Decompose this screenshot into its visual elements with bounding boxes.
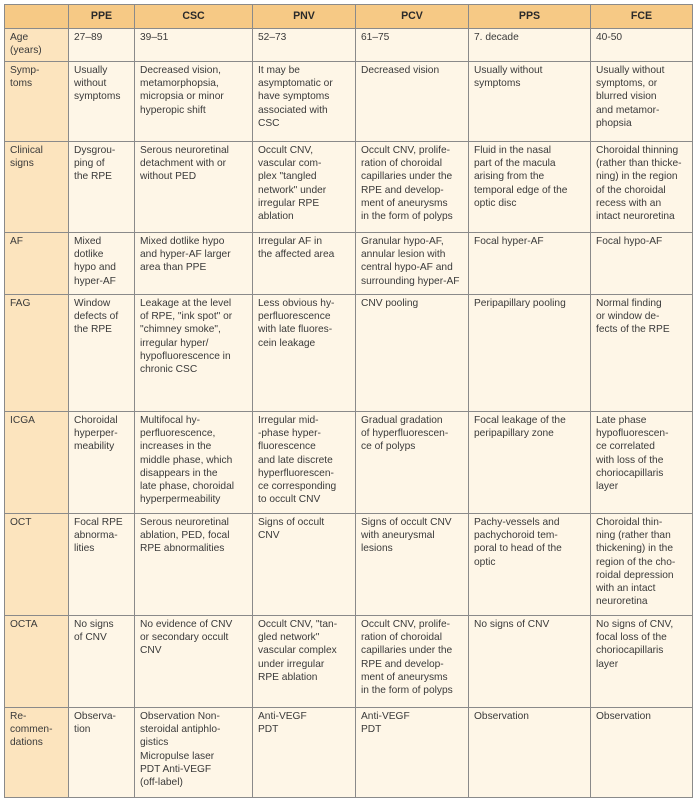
cell-clinical-fce: Choroidal thinning (rather than thicke- ning) in the region of the choroidal recess with an intact neuroretina [591, 142, 693, 233]
cell-icga-ppe: Choroidal hyperper- meability [69, 412, 135, 514]
row-af [5, 233, 693, 295]
cell-fag-pps: Peripapillary pooling [469, 295, 591, 412]
cell-af-pps: Focal hyper-AF [469, 233, 591, 295]
cell-clinical-ppe: Dysgrou- ping of the RPE [69, 142, 135, 233]
cell-oct-pcv: Signs of occult CNV with aneurysmal lesions [356, 514, 469, 616]
cell-octa-ppe: No signs of CNV [69, 616, 135, 708]
header-csc: CSC [135, 5, 253, 29]
row-label-fag: FAG [5, 295, 69, 412]
cell-icga-pcv: Gradual gradation of hyperfluorescen- ce of polyps [356, 412, 469, 514]
cell-octa-pps: No signs of CNV [469, 616, 591, 708]
cell-oct-ppe: Focal RPE abnorma- lities [69, 514, 135, 616]
cell-icga-csc: Multifocal hy- perfluorescence, increases in the middle phase, which disappears in the late phase, choroidal hyperpermeability [135, 412, 253, 514]
cell-fag-pnv: Less obvious hy- perfluorescence with late fluores- cein leakage [253, 295, 356, 412]
cell-oct-pps: Pachy-vessels and pachychoroid tem- poral to head of the optic [469, 514, 591, 616]
cell-af-csc: Mixed dotlike hypo and hyper-AF larger area than PPE [135, 233, 253, 295]
cell-af-fce: Focal hypo-AF [591, 233, 693, 295]
row-clinical-signs [5, 142, 693, 233]
cell-icga-fce: Late phase hypofluorescen- ce correlated with loss of the choriocapillaris layer [591, 412, 693, 514]
cell-oct-fce: Choroidal thin- ning (rather than thickening) in the region of the cho- roidal depression with an intact neuroretina [591, 514, 693, 616]
header-pcv: PCV [356, 5, 469, 29]
cell-oct-csc: Serous neuroretinal ablation, PED, focal RPE abnormalities [135, 514, 253, 616]
row-oct [5, 514, 693, 616]
cell-symptoms-csc: Decreased vision, metamorphopsia, micropsia or minor hyperopic shift [135, 62, 253, 142]
cell-symptoms-ppe: Usually without symptoms [69, 62, 135, 142]
comparison-table [4, 4, 693, 798]
row-icga [5, 412, 693, 514]
cell-rec-ppe: Observa- tion [69, 708, 135, 798]
cell-af-ppe: Mixed dotlike hypo and hyper-AF [69, 233, 135, 295]
header-row [5, 5, 693, 29]
header-fce: FCE [591, 5, 693, 29]
header-ppe: PPE [69, 5, 135, 29]
cell-octa-pnv: Occult CNV, "tan- gled network" vascular complex under irregular RPE ablation [253, 616, 356, 708]
cell-age-pps: 7. decade [469, 29, 591, 62]
cell-oct-pnv: Signs of occult CNV [253, 514, 356, 616]
cell-af-pcv: Granular hypo-AF, annular lesion with central hypo-AF and surrounding hyper-AF [356, 233, 469, 295]
header-corner [5, 5, 69, 29]
cell-fag-csc: Leakage at the level of RPE, "ink spot" or "chimney smoke", irregular hyper/ hypofluorescence in chronic CSC [135, 295, 253, 412]
cell-octa-pcv: Occult CNV, prolife- ration of choroidal capillaries under the RPE and develop- ment of aneurysms in the form of polyps [356, 616, 469, 708]
cell-af-pnv: Irregular AF in the affected area [253, 233, 356, 295]
cell-clinical-pcv: Occult CNV, prolife- ration of choroidal capillaries under the RPE and develop- ment of aneurysms in the form of polyps [356, 142, 469, 233]
cell-clinical-csc: Serous neuroretinal detachment with or without PED [135, 142, 253, 233]
row-label-age: Age (years) [5, 29, 69, 62]
cell-rec-pcv: Anti-VEGF PDT [356, 708, 469, 798]
cell-fag-pcv: CNV pooling [356, 295, 469, 412]
cell-fag-fce: Normal finding or window de- fects of the RPE [591, 295, 693, 412]
row-octa [5, 616, 693, 708]
row-label-recommendations: Re- commen- dations [5, 708, 69, 798]
comparison-table-container [4, 4, 692, 798]
cell-age-csc: 39–51 [135, 29, 253, 62]
cell-clinical-pps: Fluid in the nasal part of the macula arising from the temporal edge of the optic disc [469, 142, 591, 233]
cell-symptoms-pps: Usually without symptoms [469, 62, 591, 142]
cell-fag-ppe: Window defects of the RPE [69, 295, 135, 412]
row-label-symptoms: Symp- toms [5, 62, 69, 142]
row-fag [5, 295, 693, 412]
cell-rec-csc: Observation Non- steroidal antiphlo- gistics Micropulse laser PDT Anti-VEGF (off-label) [135, 708, 253, 798]
cell-age-ppe: 27–89 [69, 29, 135, 62]
row-age [5, 29, 693, 62]
cell-symptoms-fce: Usually without symptoms, or blurred vision and metamor- phopsia [591, 62, 693, 142]
cell-octa-fce: No signs of CNV, focal loss of the choriocapillaris layer [591, 616, 693, 708]
cell-rec-pps: Observation [469, 708, 591, 798]
cell-age-pcv: 61–75 [356, 29, 469, 62]
header-pps: PPS [469, 5, 591, 29]
row-label-af: AF [5, 233, 69, 295]
row-label-clinical-signs: Clinical signs [5, 142, 69, 233]
cell-icga-pps: Focal leakage of the peripapillary zone [469, 412, 591, 514]
cell-icga-pnv: Irregular mid- -phase hyper- fluorescence and late discrete hyperfluorescen- ce corresponding to occult CNV [253, 412, 356, 514]
cell-age-fce: 40-50 [591, 29, 693, 62]
cell-age-pnv: 52–73 [253, 29, 356, 62]
row-recommendations [5, 708, 693, 798]
row-label-oct: OCT [5, 514, 69, 616]
cell-rec-pnv: Anti-VEGF PDT [253, 708, 356, 798]
cell-clinical-pnv: Occult CNV, vascular com- plex "tangled network" under irregular RPE ablation [253, 142, 356, 233]
cell-rec-fce: Observation [591, 708, 693, 798]
row-label-icga: ICGA [5, 412, 69, 514]
cell-octa-csc: No evidence of CNV or secondary occult CNV [135, 616, 253, 708]
row-symptoms [5, 62, 693, 142]
header-pnv: PNV [253, 5, 356, 29]
cell-symptoms-pcv: Decreased vision [356, 62, 469, 142]
cell-symptoms-pnv: It may be asymptomatic or have symptoms associated with CSC [253, 62, 356, 142]
row-label-octa: OCTA [5, 616, 69, 708]
